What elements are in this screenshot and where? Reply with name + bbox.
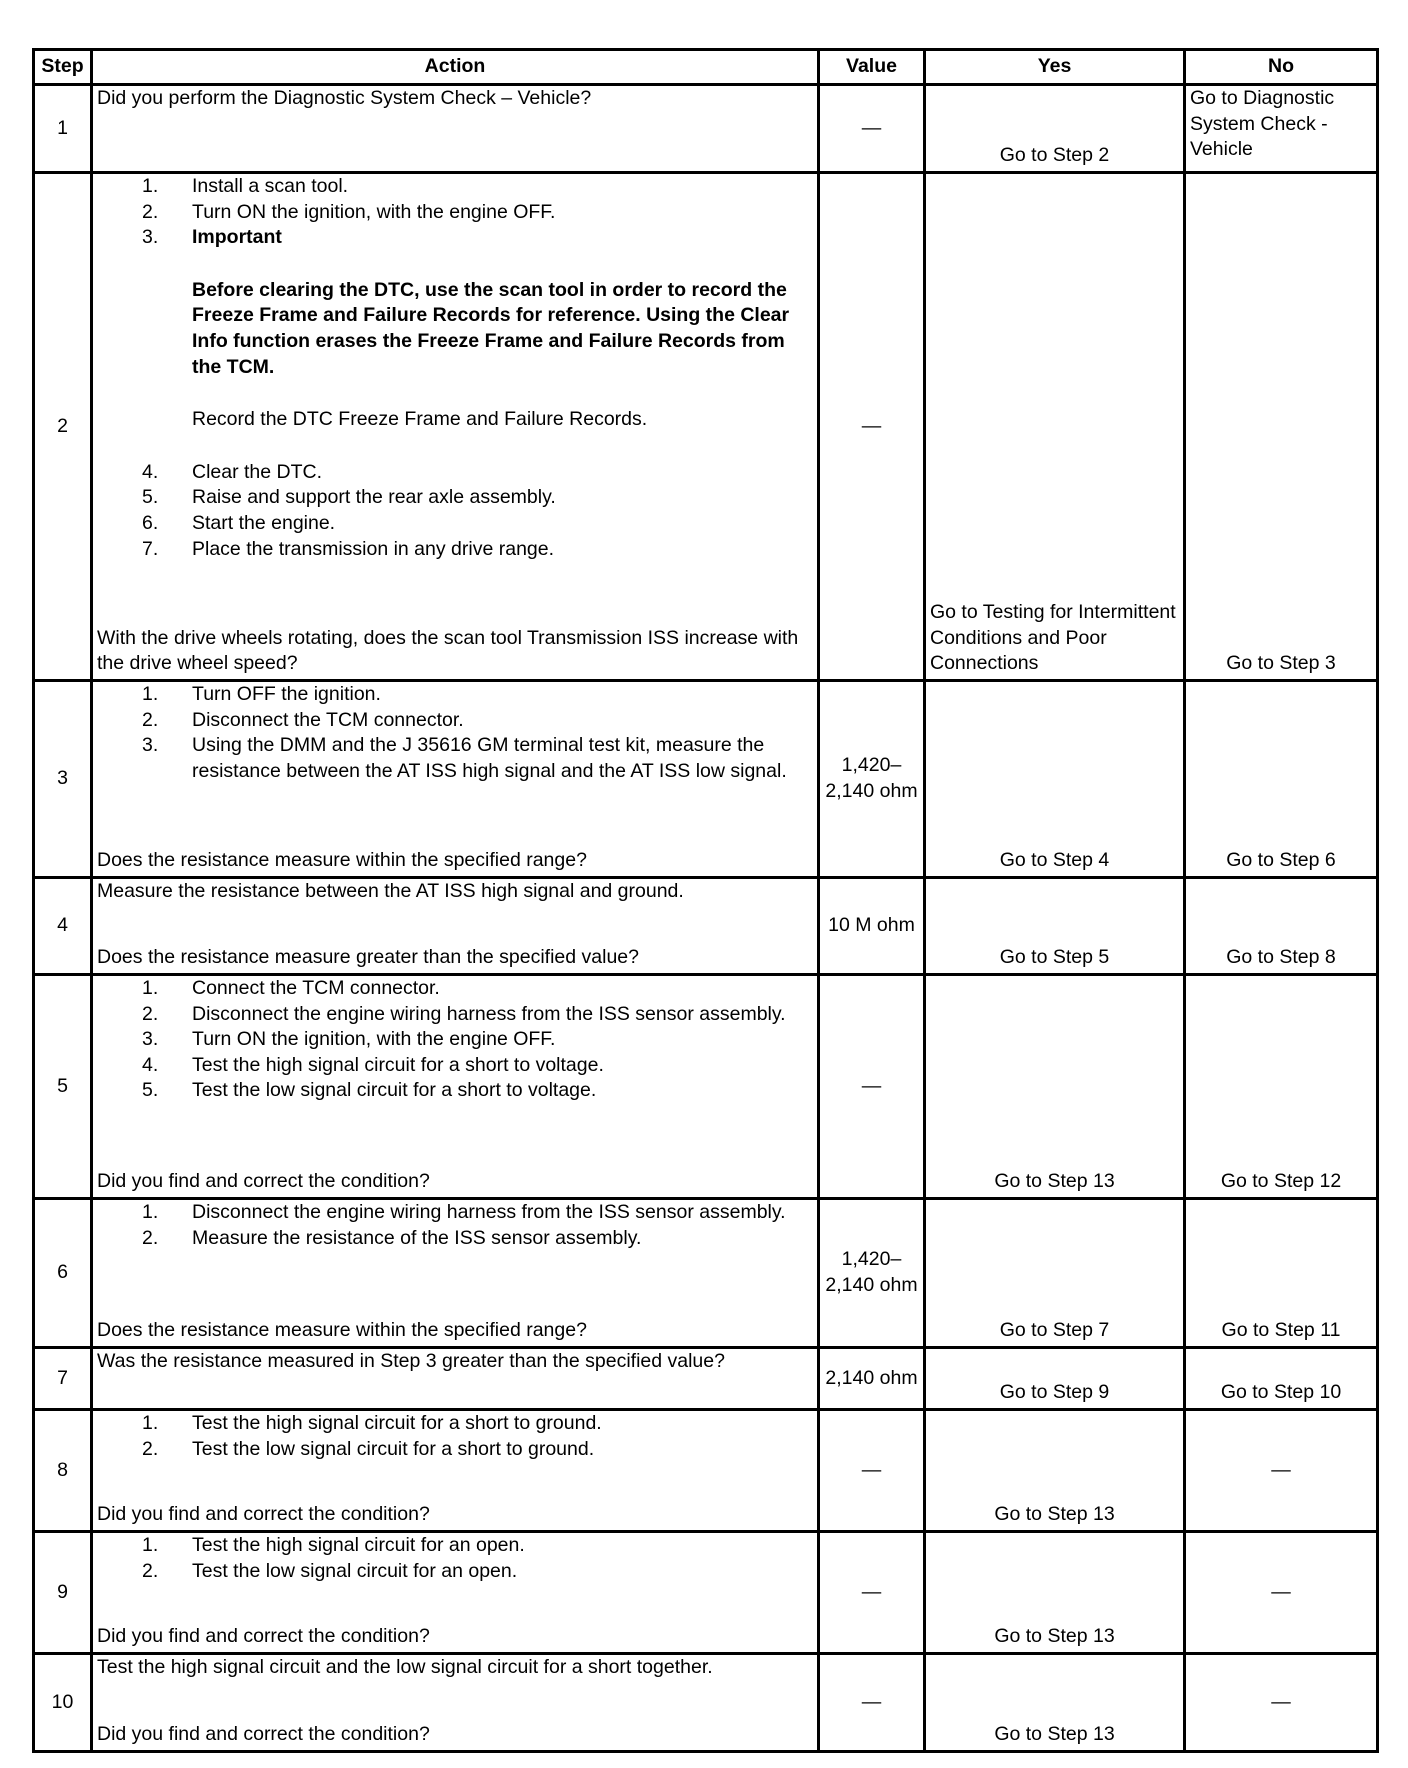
- no-action: Go to Step 10: [1220, 1381, 1342, 1404]
- action-cell: [92, 1532, 819, 1654]
- list-text: Raise and support the rear axle assembly.: [192, 486, 556, 509]
- spec-value: —: [819, 85, 925, 173]
- important-note: Before clearing the DTC, use the scan tool in order to record the Freeze Frame and Failure Records for reference. Using the Clear Info function erases the Freeze Frame and Failure Records from the TCM.: [192, 278, 790, 378]
- yes-cell: [925, 1410, 1185, 1532]
- action-cell: [92, 878, 819, 975]
- yes-action: Go to Step 13: [994, 1503, 1115, 1526]
- action-question: With the drive wheels rotating, does the scan tool Transmission ISS increase with the drive wheel speed?: [97, 626, 799, 675]
- list-item: [97, 1226, 813, 1252]
- list-number: 3.: [142, 226, 159, 249]
- list-item: [97, 225, 813, 251]
- list-text: Turn ON the ignition, with the engine OFF.: [192, 200, 556, 223]
- list-text: Test the high signal circuit for a short to ground.: [192, 1412, 602, 1434]
- list-item: [97, 733, 813, 784]
- list-number: 2.: [142, 1002, 159, 1025]
- action-question: Did you find and correct the condition?: [97, 1503, 430, 1526]
- yes-cell: [925, 681, 1185, 878]
- yes-action: Go to Step 5: [999, 946, 1110, 969]
- action-list: [97, 174, 813, 251]
- yes-action: Go to Step 4: [999, 849, 1110, 872]
- spec-value: 2,140 ohm: [819, 1348, 925, 1410]
- spec-value: —: [819, 1410, 925, 1532]
- spec-value: —: [819, 975, 925, 1199]
- no-action: —: [1271, 1690, 1291, 1713]
- yes-cell: [925, 975, 1185, 1199]
- list-number: 5.: [142, 1079, 159, 1102]
- action-text: Test the high signal circuit and the low signal circuit for a short together.: [97, 1656, 713, 1678]
- list-item: [97, 1002, 813, 1028]
- action-list: [97, 1411, 813, 1462]
- action-question: Did you find and correct the condition?: [97, 1723, 430, 1746]
- list-text: Place the transmission in any drive range.: [192, 537, 555, 560]
- yes-action: Go to Step 9: [999, 1381, 1110, 1404]
- list-text: Turn OFF the ignition.: [192, 683, 381, 705]
- list-number: 6.: [142, 511, 159, 534]
- action-cell: [92, 1410, 819, 1532]
- list-number: 1.: [142, 175, 159, 197]
- list-text: Disconnect the engine wiring harness from the ISS sensor assembly.: [192, 1002, 786, 1025]
- action-list: [97, 976, 813, 1104]
- action-question: Does the resistance measure greater than the specified value?: [97, 946, 639, 969]
- spec-value: —: [819, 1532, 925, 1654]
- action-cell: [92, 85, 819, 173]
- action-list: [97, 682, 813, 784]
- list-number: 1.: [142, 1412, 159, 1434]
- step-number: 1: [34, 85, 92, 173]
- list-number: 2.: [142, 1559, 159, 1582]
- list-text: Clear the DTC.: [192, 460, 323, 483]
- yes-action: Go to Step 7: [999, 1319, 1110, 1342]
- table-row: [34, 975, 1378, 1199]
- no-action: —: [1271, 1458, 1291, 1481]
- no-cell: [1185, 1654, 1378, 1752]
- spec-value: 10 M ohm: [819, 878, 925, 975]
- list-number: 2.: [142, 200, 159, 223]
- list-text: Test the low signal circuit for a short to ground.: [192, 1437, 595, 1460]
- table-row: [34, 1348, 1378, 1410]
- action-cell: [92, 1348, 819, 1410]
- list-number: 7.: [142, 537, 159, 560]
- action-cell: [92, 681, 819, 878]
- diagnostic-table: [32, 48, 1379, 1753]
- no-cell: [1185, 1199, 1378, 1348]
- header-no: No: [1185, 50, 1378, 85]
- action-text: Was the resistance measured in Step 3 greater than the specified value?: [97, 1350, 725, 1372]
- list-number: 3.: [142, 1028, 159, 1051]
- table-row: [34, 85, 1378, 173]
- list-number: 4.: [142, 460, 159, 483]
- action-cell: [92, 1654, 819, 1752]
- step-number: 5: [34, 975, 92, 1199]
- step-number: 3: [34, 681, 92, 878]
- step-number: 2: [34, 173, 92, 681]
- step-number: 6: [34, 1199, 92, 1348]
- table-row: [34, 1654, 1378, 1752]
- table-row: [34, 173, 1378, 681]
- list-item: [97, 976, 813, 1002]
- list-text: Measure the resistance of the ISS sensor assembly.: [192, 1226, 642, 1249]
- action-question: Did you find and correct the condition?: [97, 1170, 430, 1193]
- no-action: Go to Step 11: [1221, 1319, 1341, 1342]
- no-action: Go to Diagnostic System Check - Vehicle: [1190, 87, 1335, 161]
- header-yes: Yes: [925, 50, 1185, 85]
- list-number: 4.: [142, 1053, 159, 1076]
- list-text: Start the engine.: [192, 511, 336, 534]
- list-item: [97, 1533, 813, 1559]
- list-item: [97, 682, 813, 708]
- list-text: Test the low signal circuit for a short to voltage.: [192, 1079, 597, 1102]
- list-text: Test the high signal circuit for an open.: [192, 1534, 525, 1556]
- action-paragraph: Record the DTC Freeze Frame and Failure Records.: [192, 408, 648, 431]
- list-text: Disconnect the TCM connector.: [192, 708, 464, 731]
- yes-cell: [925, 173, 1185, 681]
- list-item: [97, 200, 813, 226]
- spec-value: —: [819, 173, 925, 681]
- spec-value: 1,420–2,140 ohm: [819, 681, 925, 878]
- no-cell: [1185, 1532, 1378, 1654]
- list-text: Test the low signal circuit for an open.: [192, 1559, 518, 1582]
- action-question: Does the resistance measure within the specified range?: [97, 849, 587, 872]
- list-number: 5.: [142, 486, 159, 509]
- list-item: [97, 1078, 813, 1104]
- action-text: Measure the resistance between the AT ISS high signal and ground.: [97, 880, 684, 902]
- list-number: 1.: [142, 1534, 159, 1556]
- no-action: Go to Step 3: [1226, 652, 1336, 675]
- action-text: Did you perform the Diagnostic System Check – Vehicle?: [97, 87, 592, 109]
- header-value: Value: [819, 50, 925, 85]
- table-row: [34, 1410, 1378, 1532]
- yes-action: Go to Testing for Intermittent Conditions and Poor Connections: [930, 601, 1176, 675]
- list-text: Using the DMM and the J 35616 GM terminal test kit, measure the resistance between the AT ISS high signal and the AT ISS low signal.: [192, 734, 787, 782]
- list-item: [97, 1200, 813, 1226]
- no-cell: [1185, 975, 1378, 1199]
- yes-cell: [925, 1348, 1185, 1410]
- no-cell: [1185, 1410, 1378, 1532]
- step-number: 10: [34, 1654, 92, 1752]
- list-number: 2.: [142, 1226, 159, 1249]
- list-item: [97, 1027, 813, 1053]
- header-action: Action: [92, 50, 819, 85]
- action-list: [97, 1533, 813, 1584]
- list-item: [97, 537, 813, 563]
- list-number: 1.: [142, 683, 159, 705]
- no-action: Go to Step 8: [1226, 946, 1336, 969]
- list-text: Connect the TCM connector.: [192, 977, 440, 999]
- table-row: [34, 1532, 1378, 1654]
- list-text: Install a scan tool.: [192, 175, 349, 197]
- action-cell: [92, 975, 819, 1199]
- action-cell: [92, 1199, 819, 1348]
- no-cell: [1185, 681, 1378, 878]
- list-item: [97, 485, 813, 511]
- yes-cell: [925, 878, 1185, 975]
- yes-action: Go to Step 13: [994, 1170, 1115, 1193]
- no-cell: [1185, 173, 1378, 681]
- step-number: 9: [34, 1532, 92, 1654]
- list-text: Turn ON the ignition, with the engine OFF.: [192, 1028, 556, 1051]
- table-row: [34, 1199, 1378, 1348]
- list-number: 2.: [142, 1437, 159, 1460]
- step-number: 8: [34, 1410, 92, 1532]
- yes-action: Go to Step 13: [994, 1625, 1115, 1648]
- no-action: Go to Step 12: [1220, 1170, 1342, 1193]
- list-text: Test the high signal circuit for a short to voltage.: [192, 1053, 604, 1076]
- header-step: Step: [34, 50, 92, 85]
- no-cell: [1185, 878, 1378, 975]
- list-item: [97, 460, 813, 486]
- no-cell: [1185, 85, 1378, 173]
- yes-cell: [925, 85, 1185, 173]
- list-item: [97, 511, 813, 537]
- action-cell: [92, 173, 819, 681]
- spec-value: —: [819, 1654, 925, 1752]
- list-text: Disconnect the engine wiring harness from the ISS sensor assembly.: [192, 1201, 786, 1223]
- no-action: —: [1271, 1580, 1291, 1603]
- action-question: Does the resistance measure within the specified range?: [97, 1319, 587, 1342]
- list-number: 1.: [142, 1201, 159, 1223]
- no-cell: [1185, 1348, 1378, 1410]
- action-list: [97, 1200, 813, 1251]
- list-number: 2.: [142, 708, 159, 731]
- list-text: Important: [192, 226, 282, 249]
- yes-action: Go to Step 13: [994, 1723, 1115, 1746]
- list-item: [97, 1437, 813, 1463]
- no-action: Go to Step 6: [1226, 849, 1336, 872]
- yes-cell: [925, 1654, 1185, 1752]
- table-row: [34, 878, 1378, 975]
- step-number: 7: [34, 1348, 92, 1410]
- spec-value: 1,420–2,140 ohm: [819, 1199, 925, 1348]
- list-item: [97, 174, 813, 200]
- step-number: 4: [34, 878, 92, 975]
- list-number: 3.: [142, 734, 159, 757]
- header-row: [34, 50, 1378, 85]
- list-item: [97, 1411, 813, 1437]
- action-question: Did you find and correct the condition?: [97, 1625, 430, 1648]
- list-item: [97, 1053, 813, 1079]
- yes-action: Go to Step 2: [999, 144, 1110, 167]
- action-list: [97, 460, 813, 562]
- yes-cell: [925, 1199, 1185, 1348]
- list-item: [97, 1559, 813, 1585]
- table-row: [34, 681, 1378, 878]
- yes-cell: [925, 1532, 1185, 1654]
- list-number: 1.: [142, 977, 159, 999]
- list-item: [97, 708, 813, 734]
